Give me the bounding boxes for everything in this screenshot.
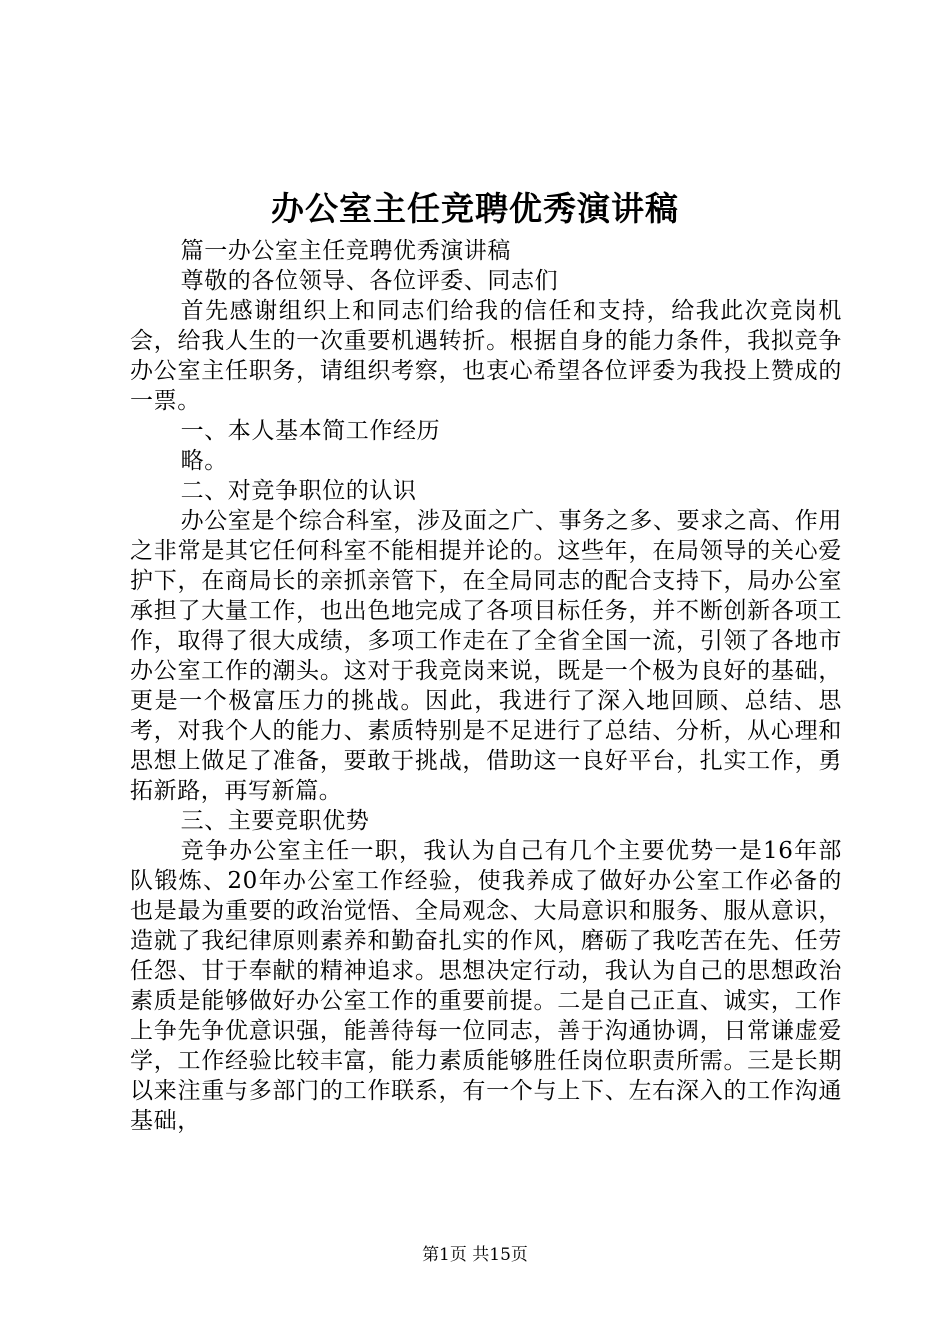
- section-heading-3: 三、主要竞职优势: [180, 808, 370, 834]
- page-footer: 第1页 共15页: [422, 1245, 528, 1265]
- paragraph-section-1: 略。: [180, 448, 228, 474]
- paragraph-intro: 首先感谢组织上和同志们给我的信任和支持，给我此次竞岗机会，给我人生的一次重要机遇转折。根据自身的能力条件，我拟竞争办公室主任职务，请组织考察，也衷心希望各位评委为我投上赞成的一票。: [130, 298, 842, 414]
- section-heading-2: 二、对竞争职位的认识: [180, 478, 417, 504]
- section-heading-1: 一、本人基本简工作经历: [180, 418, 441, 444]
- document-title: 办公室主任竞聘优秀演讲稿: [271, 189, 679, 228]
- paragraph-salutation: 尊敬的各位领导、各位评委、同志们: [180, 268, 559, 294]
- paragraph-section-3: 竞争办公室主任一职，我认为自己有几个主要优势一是16年部队锻炼、20年办公室工作经验，使我养成了做好办公室工作必备的也是最为重要的政治觉悟、全局观念、大局意识和服务、服从意识，造就了我纪律原则素养和勤奋扎实的作风，磨砺了我吃苦在先、任劳任怨、甘于奉献的精神追求。思想决定行动，我认为自己的思想政治素质是能够做好办公室工作的重要前提。二是自己正直、诚实，工作上争先争优意识强，能善待每一位同志，善于沟通协调，日常谦虚爱学，工作经验比较丰富，能力素质能够胜任岗位职责所需。三是长期以来注重与多部门的工作联系，有一个与上下、左右深入的工作沟通基础，: [130, 838, 842, 1134]
- paragraph-subtitle: 篇一办公室主任竞聘优秀演讲稿: [180, 238, 511, 264]
- paragraph-section-2: 办公室是个综合科室，涉及面之广、事务之多、要求之高、作用之非常是其它任何科室不能相提并论的。这些年，在局领导的关心爱护下，在商局长的亲抓亲管下，在全局同志的配合支持下，局办公室承担了大量工作，也出色地完成了各项目标任务，并不断创新各项工作，取得了很大成绩，多项工作走在了全省全国一流，引领了各地市办公室工作的潮头。这对于我竞岗来说，既是一个极为良好的基础，更是一个极富压力的挑战。因此，我进行了深入地回顾、总结、思考，对我个人的能力、素质特别是不足进行了总结、分析，从心理和思想上做足了准备，要敢于挑战，借助这一良好平台，扎实工作，勇拓新路，再写新篇。: [130, 508, 842, 804]
- document-body: [130, 236, 842, 1136]
